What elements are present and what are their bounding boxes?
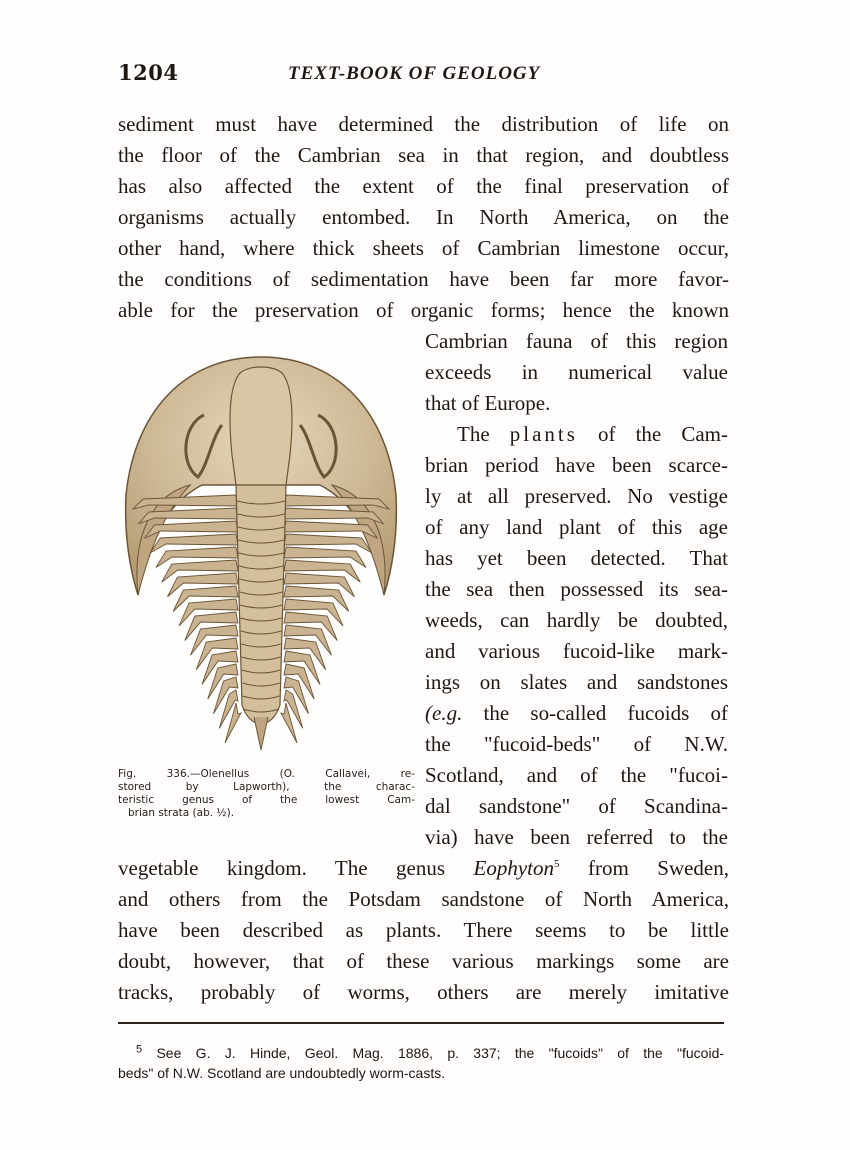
body-line (457, 419, 728, 450)
body-line: sediment must have determined the distribution of life on (118, 112, 729, 136)
body-line (118, 853, 729, 884)
footnote-marker: 5 (136, 1043, 143, 1056)
trilobite-illustration (112, 345, 410, 765)
body-line: other hand, where thick sheets of Cambrian limestone occur, (118, 236, 729, 260)
text-run: the so-called fucoids of (462, 701, 728, 725)
footnote-line (118, 1044, 724, 1062)
body-line: the "fucoid-beds" of N.W. (425, 732, 728, 756)
body-line: Cambrian fauna of this region (425, 329, 728, 353)
footnote-text: See G. J. Hinde, Geol. Mag. 1886, p. 337; the "fucoids" of the "fucoid- (156, 1045, 725, 1061)
body-line: weeds, can hardly be doubted, (425, 608, 728, 632)
body-line: Scotland, and of the "fucoi- (425, 763, 728, 787)
body-line: the floor of the Cambrian sea in that region, and doubtless (118, 143, 729, 167)
spaced-word: plants (509, 422, 578, 446)
body-line: ings on slates and sandstones (425, 670, 728, 694)
footnote-divider (118, 1022, 724, 1024)
caption-line: stored by Lapworth), the charac- (118, 781, 415, 793)
glabella (230, 367, 292, 485)
body-line: and others from the Potsdam sandstone of North America, (118, 887, 729, 911)
text-run: vegetable kingdom. The genus (118, 856, 474, 880)
body-line: of any land plant of this age (425, 515, 728, 539)
trilobite-figure (112, 345, 410, 765)
body-line: has yet been detected. That (425, 546, 728, 570)
text-run: The (457, 422, 510, 446)
figure-caption (118, 768, 415, 820)
body-line: via) have been referred to the (425, 825, 728, 849)
caption-line: teristic genus of the lowest Cam- (118, 794, 415, 806)
body-line: dal sandstone" of Scandina- (425, 794, 728, 818)
page-header (118, 60, 730, 94)
body-line: tracks, probably of worms, others are merely imitative (118, 980, 729, 1004)
body-line: ly at all preserved. No vestige (425, 484, 728, 508)
footnote-line: beds" of N.W. Scotland are undoubtedly worm-casts. (118, 1065, 446, 1081)
axial-lobe (236, 485, 286, 724)
caption-line: brian strata (ab. ½). (128, 807, 235, 819)
caption-line: Fig. 336.—Olenellus (O. Callavei, re- (118, 768, 415, 780)
body-line: has also affected the extent of the final preservation of (118, 174, 729, 198)
italic-run: (e.g. (425, 701, 463, 725)
body-line: the sea then possessed its sea- (425, 577, 728, 601)
footnote-ref: 5 (554, 858, 560, 870)
tail-spine (254, 717, 268, 750)
text-run: from Sweden, (559, 856, 729, 880)
body-line: that of Europe. (425, 391, 551, 415)
text-run: of the Cam- (577, 422, 728, 446)
body-line: the conditions of sedimentation have been far more favor- (118, 267, 729, 291)
body-line: able for the preservation of organic forms; hence the known (118, 298, 729, 322)
body-line: have been described as plants. There seems to be little (118, 918, 729, 942)
body-line: brian period have been scarce- (425, 453, 728, 477)
body-line: exceeds in numerical value (425, 360, 728, 384)
body-line: organisms actually entombed. In North America, on the (118, 205, 729, 229)
page-number: 1204 (118, 60, 179, 85)
body-line: and various fucoid-like mark- (425, 639, 728, 663)
body-line (425, 698, 728, 729)
running-title: TEXT-BOOK OF GEOLOGY (288, 63, 541, 84)
body-line: doubt, however, that of these various markings some are (118, 949, 729, 973)
genus-name: Eophyton (473, 856, 554, 880)
